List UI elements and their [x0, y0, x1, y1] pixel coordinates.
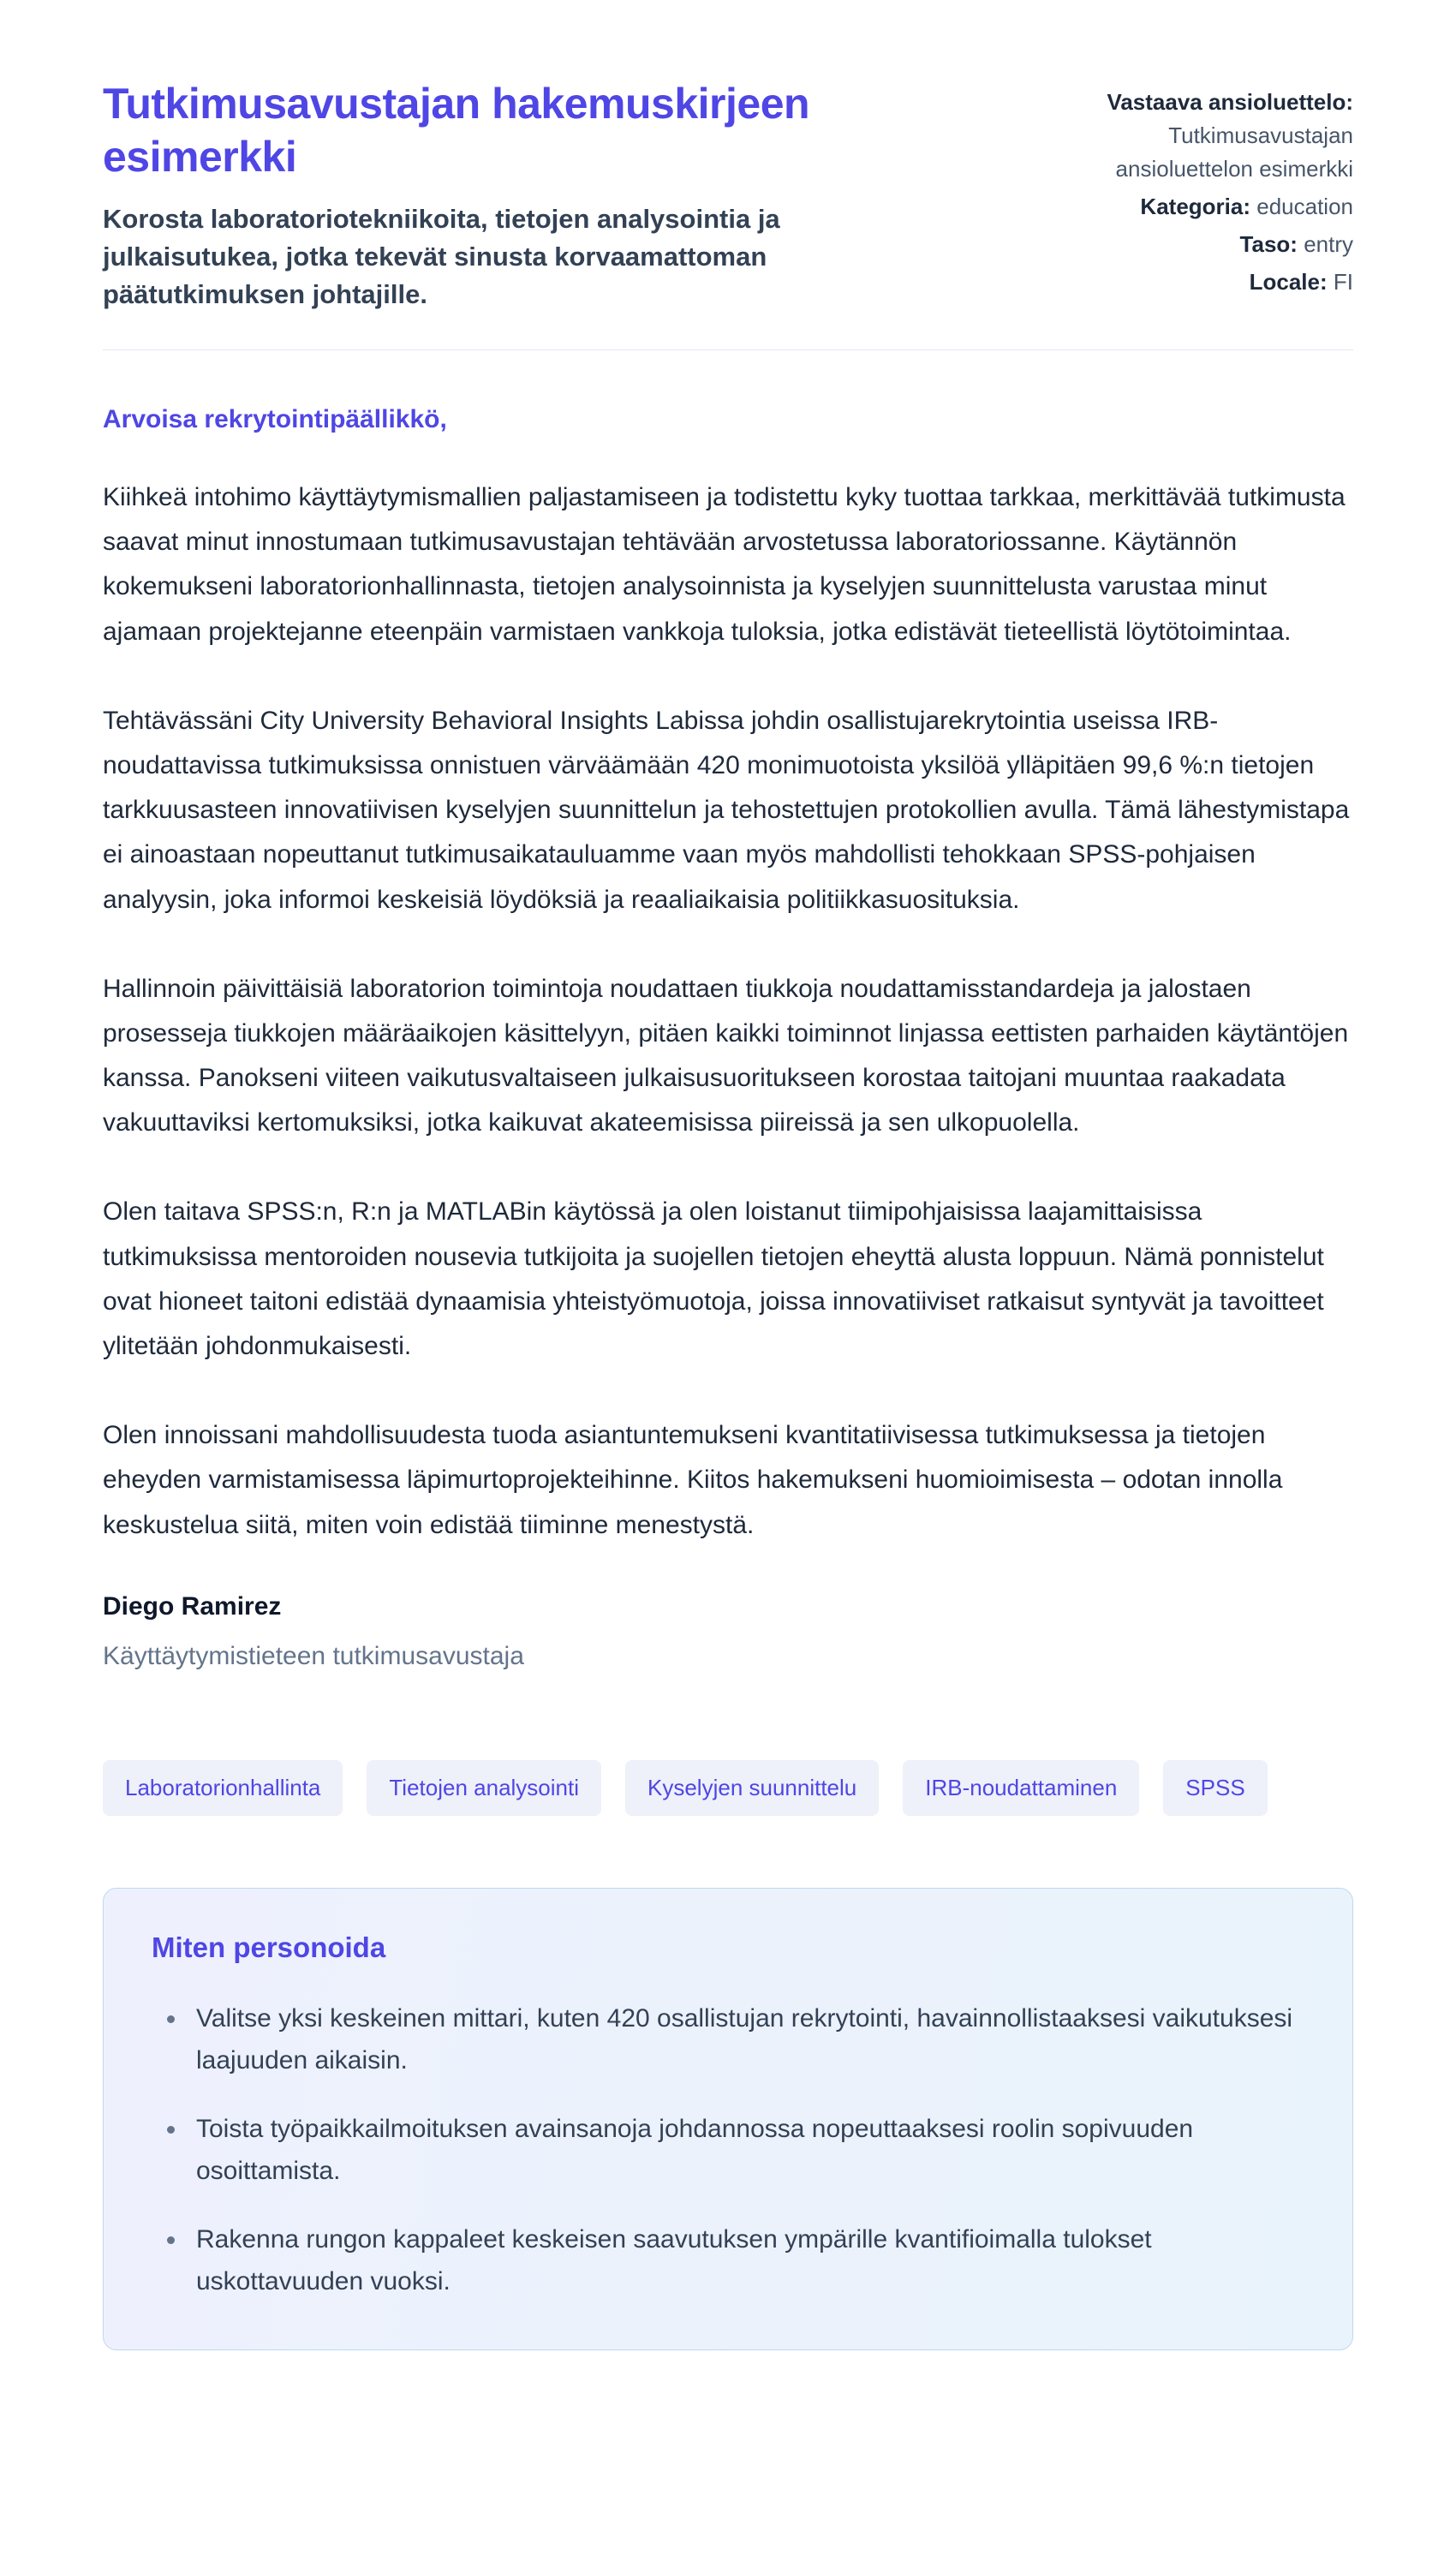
skill-tag-spss: SPSS [1163, 1760, 1267, 1816]
tips-item-text: Rakenna rungon kappaleet keskeisen saavutuksen ympärille kvantifioimalla tulokset uskottavuuden vuoksi. [196, 2225, 1152, 2295]
meta-label: Kategoria: [1140, 194, 1250, 219]
meta-row-matching-resume [1062, 86, 1353, 186]
resume-meta [1062, 77, 1353, 303]
letter-paragraph: Olen taitava SPSS:n, R:n ja MATLABin käytössä ja olen loistanut tiimipohjaisissa laajamittaisissa tutkimuksissa mentoroiden nousevia tutkijoita ja suojellen tietojen eheyttä alusta loppuun. Nämä ponnistelut ovat hioneet taitoni edistää dynaamisia yhteistyömuotoja, joissa innovatiiviset ratkaisut syntyvät ja tavoitteet ylitetään johdonmukaisesti. [103, 1197, 1324, 1361]
meta-value: education [1256, 194, 1353, 219]
skill-tag-survey-design: Kyselyjen suunnittelu [625, 1760, 879, 1816]
skill-tag-irb-compliance: IRB-noudattaminen [903, 1760, 1139, 1816]
page-subtitle: Korosta laboratoriotekniikoita, tietojen analysointia ja julkaisutukea, jotka tekevät sinusta korvaamattoman päätutkimuksen johtajille. [103, 204, 780, 310]
tips-list [152, 1998, 1304, 2303]
signature-role: Käyttäytymistieteen tutkimusavustaja [103, 1641, 524, 1670]
meta-label: Locale: [1249, 269, 1328, 295]
skill-tag-data-analysis: Tietojen analysointi [367, 1760, 601, 1816]
meta-row-locale [1062, 266, 1353, 299]
tips-title: Miten personoida [152, 1931, 386, 1963]
header-divider [103, 349, 1353, 350]
meta-value: FI [1333, 269, 1353, 295]
page-title: Tutkimusavustajan hakemuskirjeen esimerkki [103, 80, 810, 181]
signature-block [103, 1592, 1353, 1671]
letter-paragraph: Kiihkeä intohimo käyttäytymismallien paljastamiseen ja todistettu kyky tuottaa tarkkaa, merkittävää tutkimusta saavat minut innostumaan tutkimusavustajan tehtävään arvostetussa laboratoriossanne. Käytännön kokemukseni laboratorionhallinnasta, tietojen analysoinnista ja kyselyjen suunnittelusta varustaa minut ajamaan projektejanne eteenpäin varmistaen vankkoja tuloksia, jotka edistävät tieteellistä löytötoimintaa. [103, 483, 1346, 646]
letter-paragraph: Tehtävässäni City University Behavioral Insights Labissa johdin osallistujarekrytointia useissa IRB-noudattavissa tutkimuksissa onnistuen värväämään 420 monimuotoista yksilöä ylläpitäen 99,6 %:n tietojen tarkkuusasteen innovatiivisen kyselyjen suunnittelun ja tehostettujen protokollien avulla. Tämä lähestymistapa ei ainoastaan nopeuttanut tutkimusaikatauluamme vaan myös mahdollisti tehokkaan SPSS-pohjaisen analyysin, joka informoi keskeisiä löydöksiä ja reaaliaikaisia politiikkasuosituksia. [103, 706, 1350, 914]
signature-name: Diego Ramirez [103, 1591, 282, 1621]
content-container [103, 0, 1353, 2398]
letter-paragraph: Olen innoissani mahdollisuudesta tuoda asiantuntemukseni kvantitatiivisessa tutkimuksessa ja tietojen eheyden varmistamisessa läpimurtoprojekteihinne. Kiitos hakemukseni huomioimisesta – odotan innolla keskustelua siitä, miten voin edistää tiiminne menestystä. [103, 1421, 1283, 1539]
letter-paragraph: Hallinnoin päivittäisiä laboratorion toimintoja noudattaen tiukkoja noudattamisstandardeja ja jalostaen prosesseja tiukkojen määräaikojen käsittelyyn, pitäen kaikki toiminnot linjassa eettisten parhaiden käytäntöjen kanssa. Panokseni viiteen vaikutusvaltaiseen julkaisusuoritukseen korostaa taitojani muuntaa raakadata vakuuttaviksi kertomuksiksi, jotka kaikuvat akateemisissa piireissä ja sen ulkopuolella. [103, 974, 1349, 1137]
skill-tags [103, 1760, 1353, 1816]
personalization-tips-box [103, 1888, 1353, 2350]
tips-item [188, 2109, 1304, 2192]
tips-item [188, 2219, 1304, 2302]
meta-row-category [1062, 190, 1353, 224]
letter-greeting: Arvoisa rekrytointipäällikkö, [103, 405, 447, 434]
page-header [103, 77, 1353, 313]
tips-item-text: Valitse yksi keskeinen mittari, kuten 420 osallistujan rekrytointi, havainnollistaaksesi vaikutuksesi laajuuden aikaisin. [196, 2003, 1293, 2075]
tips-item [188, 1998, 1304, 2081]
meta-value: Tutkimusavustajan ansioluettelon esimerkki [1115, 122, 1353, 182]
header-title-block [103, 77, 1021, 313]
letter-body [103, 405, 1353, 1671]
meta-label: Vastaava ansioluettelo: [1107, 89, 1353, 115]
meta-row-level [1062, 228, 1353, 261]
meta-value: entry [1304, 231, 1353, 257]
skill-tag-lab-management: Laboratorionhallinta [103, 1760, 343, 1816]
tips-item-text: Toista työpaikkailmoituksen avainsanoja johdannossa nopeuttaaksesi roolin sopivuuden osoittamista. [196, 2115, 1194, 2185]
meta-label: Taso: [1239, 231, 1298, 257]
